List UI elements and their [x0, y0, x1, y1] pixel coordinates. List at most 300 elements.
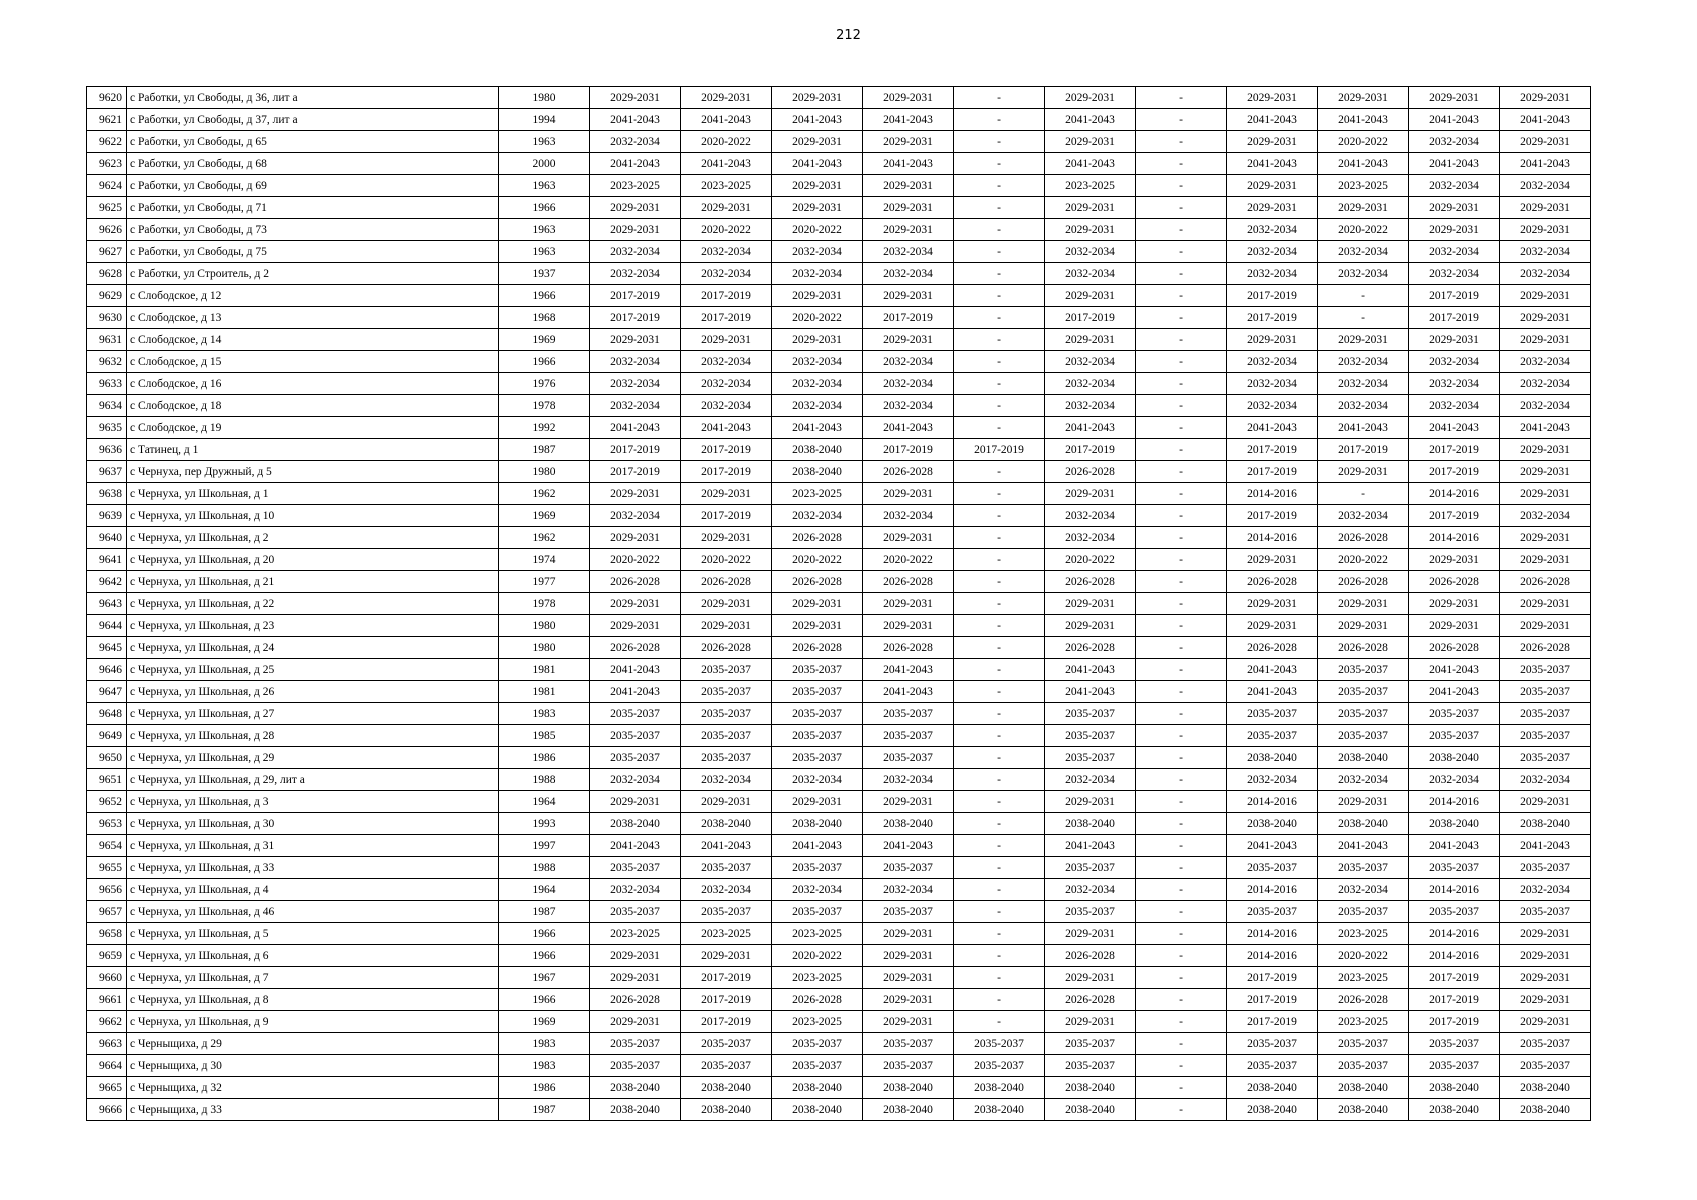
- period-cell-7: -: [1136, 87, 1227, 109]
- period-cell-10: 2041-2043: [1409, 153, 1500, 175]
- period-cell-11: 2035-2037: [1500, 901, 1591, 923]
- period-cell-11: 2041-2043: [1500, 153, 1591, 175]
- period-cell-9: 2020-2022: [1318, 945, 1409, 967]
- table-row: [87, 351, 1591, 373]
- period-cell-6: 2035-2037: [1045, 747, 1136, 769]
- period-cell-1: 2041-2043: [590, 109, 681, 131]
- period-cell-11: 2029-2031: [1500, 329, 1591, 351]
- period-cell-4: 2035-2037: [863, 703, 954, 725]
- period-cell-8: 2029-2031: [1227, 131, 1318, 153]
- period-cell-6: 2029-2031: [1045, 131, 1136, 153]
- period-cell-1: 2035-2037: [590, 747, 681, 769]
- period-cell-6: 2041-2043: [1045, 417, 1136, 439]
- period-cell-5: -: [954, 505, 1045, 527]
- period-cell-5: -: [954, 417, 1045, 439]
- row-number-cell: 9641: [87, 549, 127, 571]
- period-cell-7: -: [1136, 549, 1227, 571]
- period-cell-10: 2029-2031: [1409, 87, 1500, 109]
- period-cell-10: 2041-2043: [1409, 109, 1500, 131]
- period-cell-4: 2035-2037: [863, 725, 954, 747]
- table-row: [87, 373, 1591, 395]
- row-number-cell: 9637: [87, 461, 127, 483]
- period-cell-6: 2029-2031: [1045, 1011, 1136, 1033]
- period-cell-8: 2038-2040: [1227, 1077, 1318, 1099]
- period-cell-6: 2029-2031: [1045, 483, 1136, 505]
- period-cell-7: -: [1136, 593, 1227, 615]
- address-cell: с Работки, ул Свободы, д 68: [127, 153, 499, 175]
- table-row: [87, 791, 1591, 813]
- period-cell-1: 2029-2031: [590, 483, 681, 505]
- period-cell-3: 2038-2040: [772, 1099, 863, 1121]
- period-cell-8: 2035-2037: [1227, 857, 1318, 879]
- row-number-cell: 9653: [87, 813, 127, 835]
- period-cell-10: 2041-2043: [1409, 417, 1500, 439]
- period-cell-3: 2029-2031: [772, 615, 863, 637]
- period-cell-2: 2035-2037: [681, 857, 772, 879]
- period-cell-6: 2035-2037: [1045, 703, 1136, 725]
- table-row: [87, 87, 1591, 109]
- period-cell-2: 2038-2040: [681, 813, 772, 835]
- address-cell: с Чернуха, ул Школьная, д 46: [127, 901, 499, 923]
- period-cell-5: -: [954, 923, 1045, 945]
- period-cell-10: 2014-2016: [1409, 879, 1500, 901]
- table-row: [87, 1055, 1591, 1077]
- period-cell-10: 2014-2016: [1409, 527, 1500, 549]
- year-cell: 1964: [499, 791, 590, 813]
- table-row: [87, 527, 1591, 549]
- period-cell-2: 2035-2037: [681, 681, 772, 703]
- period-cell-11: 2029-2031: [1500, 967, 1591, 989]
- period-cell-10: 2014-2016: [1409, 945, 1500, 967]
- period-cell-6: 2026-2028: [1045, 989, 1136, 1011]
- period-cell-1: 2029-2031: [590, 219, 681, 241]
- period-cell-2: 2017-2019: [681, 461, 772, 483]
- row-number-cell: 9651: [87, 769, 127, 791]
- period-cell-6: 2029-2031: [1045, 87, 1136, 109]
- period-cell-7: -: [1136, 879, 1227, 901]
- row-number-cell: 9640: [87, 527, 127, 549]
- period-cell-3: 2038-2040: [772, 461, 863, 483]
- period-cell-1: 2038-2040: [590, 1077, 681, 1099]
- table-row: [87, 1077, 1591, 1099]
- period-cell-9: 2041-2043: [1318, 153, 1409, 175]
- address-cell: с Татинец, д 1: [127, 439, 499, 461]
- period-cell-4: 2029-2031: [863, 197, 954, 219]
- period-cell-5: -: [954, 703, 1045, 725]
- period-cell-9: -: [1318, 307, 1409, 329]
- period-cell-2: 2026-2028: [681, 571, 772, 593]
- period-cell-6: 2032-2034: [1045, 879, 1136, 901]
- period-cell-11: 2029-2031: [1500, 285, 1591, 307]
- table-row: [87, 1011, 1591, 1033]
- row-number-cell: 9632: [87, 351, 127, 373]
- period-cell-2: 2035-2037: [681, 703, 772, 725]
- period-cell-1: 2041-2043: [590, 417, 681, 439]
- period-cell-11: 2038-2040: [1500, 1077, 1591, 1099]
- period-cell-4: 2029-2031: [863, 285, 954, 307]
- period-cell-8: 2017-2019: [1227, 505, 1318, 527]
- period-cell-2: 2029-2031: [681, 593, 772, 615]
- period-cell-8: 2026-2028: [1227, 571, 1318, 593]
- period-cell-1: 2041-2043: [590, 659, 681, 681]
- period-cell-9: 2035-2037: [1318, 725, 1409, 747]
- period-cell-7: -: [1136, 1011, 1227, 1033]
- period-cell-3: 2035-2037: [772, 747, 863, 769]
- period-cell-3: 2029-2031: [772, 131, 863, 153]
- period-cell-6: 2032-2034: [1045, 241, 1136, 263]
- period-cell-8: 2041-2043: [1227, 417, 1318, 439]
- period-cell-1: 2026-2028: [590, 571, 681, 593]
- period-cell-6: 2017-2019: [1045, 439, 1136, 461]
- period-cell-9: 2026-2028: [1318, 571, 1409, 593]
- period-cell-10: 2029-2031: [1409, 593, 1500, 615]
- period-cell-4: 2017-2019: [863, 307, 954, 329]
- period-cell-2: 2035-2037: [681, 1033, 772, 1055]
- period-cell-1: 2032-2034: [590, 395, 681, 417]
- address-cell: с Чернуха, ул Школьная, д 7: [127, 967, 499, 989]
- period-cell-10: 2038-2040: [1409, 1099, 1500, 1121]
- row-number-cell: 9643: [87, 593, 127, 615]
- table-row: [87, 197, 1591, 219]
- period-cell-1: 2032-2034: [590, 351, 681, 373]
- period-cell-7: -: [1136, 439, 1227, 461]
- period-cell-10: 2041-2043: [1409, 659, 1500, 681]
- period-cell-8: 2017-2019: [1227, 989, 1318, 1011]
- row-number-cell: 9649: [87, 725, 127, 747]
- period-cell-8: 2029-2031: [1227, 197, 1318, 219]
- period-cell-2: 2041-2043: [681, 835, 772, 857]
- period-cell-6: 2035-2037: [1045, 1055, 1136, 1077]
- period-cell-1: 2035-2037: [590, 703, 681, 725]
- period-cell-10: 2035-2037: [1409, 857, 1500, 879]
- period-cell-7: -: [1136, 329, 1227, 351]
- period-cell-8: 2017-2019: [1227, 967, 1318, 989]
- period-cell-5: -: [954, 285, 1045, 307]
- row-number-cell: 9627: [87, 241, 127, 263]
- period-cell-5: 2038-2040: [954, 1077, 1045, 1099]
- period-cell-2: 2029-2031: [681, 483, 772, 505]
- period-cell-3: 2032-2034: [772, 505, 863, 527]
- row-number-cell: 9656: [87, 879, 127, 901]
- period-cell-3: 2029-2031: [772, 285, 863, 307]
- period-cell-1: 2032-2034: [590, 769, 681, 791]
- period-cell-7: -: [1136, 923, 1227, 945]
- period-cell-1: 2038-2040: [590, 1099, 681, 1121]
- period-cell-8: 2041-2043: [1227, 153, 1318, 175]
- address-cell: с Работки, ул Свободы, д 37, лит а: [127, 109, 499, 131]
- period-cell-3: 2041-2043: [772, 109, 863, 131]
- period-cell-4: 2029-2031: [863, 87, 954, 109]
- period-cell-10: 2032-2034: [1409, 395, 1500, 417]
- period-cell-3: 2041-2043: [772, 835, 863, 857]
- period-cell-7: -: [1136, 241, 1227, 263]
- period-cell-6: 2032-2034: [1045, 769, 1136, 791]
- period-cell-10: 2038-2040: [1409, 1077, 1500, 1099]
- period-cell-6: 2020-2022: [1045, 549, 1136, 571]
- period-cell-3: 2032-2034: [772, 263, 863, 285]
- row-number-cell: 9666: [87, 1099, 127, 1121]
- period-cell-5: -: [954, 461, 1045, 483]
- period-cell-8: 2029-2031: [1227, 615, 1318, 637]
- period-cell-7: -: [1136, 857, 1227, 879]
- row-number-cell: 9635: [87, 417, 127, 439]
- year-cell: 1981: [499, 681, 590, 703]
- period-cell-3: 2035-2037: [772, 681, 863, 703]
- row-number-cell: 9621: [87, 109, 127, 131]
- period-cell-10: 2032-2034: [1409, 131, 1500, 153]
- period-cell-5: -: [954, 659, 1045, 681]
- period-cell-9: 2035-2037: [1318, 1055, 1409, 1077]
- address-cell: с Слободское, д 13: [127, 307, 499, 329]
- period-cell-3: 2038-2040: [772, 813, 863, 835]
- period-cell-8: 2035-2037: [1227, 703, 1318, 725]
- period-cell-3: 2032-2034: [772, 879, 863, 901]
- row-number-cell: 9662: [87, 1011, 127, 1033]
- period-cell-3: 2032-2034: [772, 373, 863, 395]
- period-cell-9: 2029-2031: [1318, 461, 1409, 483]
- period-cell-10: 2035-2037: [1409, 901, 1500, 923]
- period-cell-9: 2032-2034: [1318, 263, 1409, 285]
- row-number-cell: 9650: [87, 747, 127, 769]
- table-row: [87, 549, 1591, 571]
- period-cell-6: 2029-2031: [1045, 285, 1136, 307]
- row-number-cell: 9624: [87, 175, 127, 197]
- period-cell-10: 2035-2037: [1409, 1055, 1500, 1077]
- period-cell-7: -: [1136, 681, 1227, 703]
- period-cell-3: 2029-2031: [772, 791, 863, 813]
- period-cell-6: 2035-2037: [1045, 857, 1136, 879]
- period-cell-7: -: [1136, 505, 1227, 527]
- table-row: [87, 131, 1591, 153]
- year-cell: 1966: [499, 285, 590, 307]
- period-cell-2: 2029-2031: [681, 615, 772, 637]
- period-cell-1: 2029-2031: [590, 791, 681, 813]
- row-number-cell: 9646: [87, 659, 127, 681]
- period-cell-9: 2029-2031: [1318, 329, 1409, 351]
- period-cell-1: 2017-2019: [590, 461, 681, 483]
- period-cell-7: -: [1136, 659, 1227, 681]
- period-cell-1: 2023-2025: [590, 175, 681, 197]
- period-cell-3: 2041-2043: [772, 153, 863, 175]
- period-cell-6: 2026-2028: [1045, 571, 1136, 593]
- period-cell-1: 2035-2037: [590, 901, 681, 923]
- period-cell-9: 2041-2043: [1318, 835, 1409, 857]
- period-cell-4: 2032-2034: [863, 395, 954, 417]
- period-cell-6: 2029-2031: [1045, 967, 1136, 989]
- row-number-cell: 9634: [87, 395, 127, 417]
- period-cell-9: 2032-2034: [1318, 241, 1409, 263]
- period-cell-10: 2032-2034: [1409, 351, 1500, 373]
- year-cell: 1992: [499, 417, 590, 439]
- period-cell-7: -: [1136, 1077, 1227, 1099]
- year-cell: 1993: [499, 813, 590, 835]
- page-number: 212: [836, 28, 861, 43]
- row-number-cell: 9663: [87, 1033, 127, 1055]
- period-cell-2: 2032-2034: [681, 241, 772, 263]
- row-number-cell: 9658: [87, 923, 127, 945]
- period-cell-4: 2041-2043: [863, 835, 954, 857]
- row-number-cell: 9660: [87, 967, 127, 989]
- period-cell-1: 2035-2037: [590, 1055, 681, 1077]
- period-cell-1: 2029-2031: [590, 615, 681, 637]
- period-cell-5: -: [954, 571, 1045, 593]
- period-cell-3: 2032-2034: [772, 351, 863, 373]
- table-row: [87, 615, 1591, 637]
- period-cell-1: 2032-2034: [590, 505, 681, 527]
- period-cell-5: -: [954, 483, 1045, 505]
- period-cell-2: 2032-2034: [681, 373, 772, 395]
- period-cell-1: 2020-2022: [590, 549, 681, 571]
- period-cell-1: 2017-2019: [590, 285, 681, 307]
- period-cell-6: 2029-2031: [1045, 923, 1136, 945]
- period-cell-3: 2038-2040: [772, 1077, 863, 1099]
- period-cell-11: 2029-2031: [1500, 615, 1591, 637]
- period-cell-11: 2035-2037: [1500, 747, 1591, 769]
- period-cell-10: 2017-2019: [1409, 967, 1500, 989]
- period-cell-1: 2026-2028: [590, 989, 681, 1011]
- period-cell-8: 2017-2019: [1227, 439, 1318, 461]
- period-cell-8: 2014-2016: [1227, 483, 1318, 505]
- period-cell-10: 2032-2034: [1409, 263, 1500, 285]
- year-cell: 1962: [499, 483, 590, 505]
- period-cell-4: 2026-2028: [863, 461, 954, 483]
- row-number-cell: 9620: [87, 87, 127, 109]
- period-cell-5: -: [954, 879, 1045, 901]
- row-number-cell: 9623: [87, 153, 127, 175]
- period-cell-2: 2017-2019: [681, 989, 772, 1011]
- period-cell-4: 2029-2031: [863, 967, 954, 989]
- table-row: [87, 109, 1591, 131]
- row-number-cell: 9652: [87, 791, 127, 813]
- period-cell-10: 2017-2019: [1409, 505, 1500, 527]
- period-cell-9: 2032-2034: [1318, 373, 1409, 395]
- period-cell-2: 2017-2019: [681, 967, 772, 989]
- period-cell-6: 2041-2043: [1045, 835, 1136, 857]
- period-cell-2: 2023-2025: [681, 175, 772, 197]
- period-cell-2: 2032-2034: [681, 263, 772, 285]
- period-cell-10: 2038-2040: [1409, 747, 1500, 769]
- period-cell-9: 2020-2022: [1318, 131, 1409, 153]
- period-cell-2: 2035-2037: [681, 901, 772, 923]
- period-cell-9: -: [1318, 285, 1409, 307]
- row-number-cell: 9642: [87, 571, 127, 593]
- period-cell-7: -: [1136, 747, 1227, 769]
- period-cell-5: -: [954, 241, 1045, 263]
- period-cell-3: 2029-2031: [772, 197, 863, 219]
- period-cell-5: -: [954, 901, 1045, 923]
- period-cell-3: 2035-2037: [772, 901, 863, 923]
- period-cell-3: 2023-2025: [772, 483, 863, 505]
- period-cell-6: 2041-2043: [1045, 153, 1136, 175]
- period-cell-7: -: [1136, 527, 1227, 549]
- period-cell-11: 2035-2037: [1500, 681, 1591, 703]
- table-row: [87, 1033, 1591, 1055]
- period-cell-9: 2020-2022: [1318, 219, 1409, 241]
- address-cell: с Чернуха, ул Школьная, д 28: [127, 725, 499, 747]
- row-number-cell: 9626: [87, 219, 127, 241]
- row-number-cell: 9636: [87, 439, 127, 461]
- period-cell-1: 2032-2034: [590, 241, 681, 263]
- period-cell-1: 2035-2037: [590, 857, 681, 879]
- period-cell-5: -: [954, 197, 1045, 219]
- year-cell: 1963: [499, 131, 590, 153]
- period-cell-9: 2032-2034: [1318, 769, 1409, 791]
- period-cell-3: 2020-2022: [772, 945, 863, 967]
- period-cell-2: 2020-2022: [681, 131, 772, 153]
- period-cell-11: 2032-2034: [1500, 241, 1591, 263]
- table-row: [87, 945, 1591, 967]
- period-cell-10: 2035-2037: [1409, 1033, 1500, 1055]
- period-cell-1: 2017-2019: [590, 439, 681, 461]
- period-cell-4: 2032-2034: [863, 263, 954, 285]
- period-cell-7: -: [1136, 901, 1227, 923]
- period-cell-11: 2032-2034: [1500, 373, 1591, 395]
- period-cell-8: 2038-2040: [1227, 813, 1318, 835]
- period-cell-5: -: [954, 527, 1045, 549]
- period-cell-9: 2032-2034: [1318, 351, 1409, 373]
- period-cell-5: 2017-2019: [954, 439, 1045, 461]
- period-cell-2: 2020-2022: [681, 219, 772, 241]
- period-cell-11: 2035-2037: [1500, 1055, 1591, 1077]
- period-cell-10: 2041-2043: [1409, 835, 1500, 857]
- year-cell: 1980: [499, 87, 590, 109]
- period-cell-6: 2026-2028: [1045, 945, 1136, 967]
- year-cell: 1968: [499, 307, 590, 329]
- period-cell-4: 2035-2037: [863, 1055, 954, 1077]
- period-cell-2: 2017-2019: [681, 1011, 772, 1033]
- year-cell: 1983: [499, 1055, 590, 1077]
- period-cell-2: 2029-2031: [681, 791, 772, 813]
- table-row: [87, 505, 1591, 527]
- period-cell-4: 2035-2037: [863, 747, 954, 769]
- period-cell-8: 2032-2034: [1227, 351, 1318, 373]
- year-cell: 1967: [499, 967, 590, 989]
- table-row: [87, 307, 1591, 329]
- period-cell-8: 2029-2031: [1227, 549, 1318, 571]
- period-cell-7: -: [1136, 967, 1227, 989]
- period-cell-5: -: [954, 373, 1045, 395]
- period-cell-1: 2029-2031: [590, 967, 681, 989]
- year-cell: 1985: [499, 725, 590, 747]
- period-cell-3: 2020-2022: [772, 549, 863, 571]
- address-cell: с Работки, ул Свободы, д 36, лит а: [127, 87, 499, 109]
- period-cell-10: 2017-2019: [1409, 307, 1500, 329]
- period-cell-7: -: [1136, 989, 1227, 1011]
- year-cell: 1978: [499, 395, 590, 417]
- period-cell-5: -: [954, 307, 1045, 329]
- year-cell: 1976: [499, 373, 590, 395]
- period-cell-10: 2014-2016: [1409, 483, 1500, 505]
- period-cell-10: 2029-2031: [1409, 197, 1500, 219]
- period-cell-10: 2038-2040: [1409, 813, 1500, 835]
- period-cell-8: 2038-2040: [1227, 747, 1318, 769]
- period-cell-10: 2026-2028: [1409, 637, 1500, 659]
- table-row: [87, 769, 1591, 791]
- period-cell-3: 2023-2025: [772, 923, 863, 945]
- row-number-cell: 9648: [87, 703, 127, 725]
- row-number-cell: 9657: [87, 901, 127, 923]
- period-cell-3: 2035-2037: [772, 1055, 863, 1077]
- period-cell-9: 2020-2022: [1318, 549, 1409, 571]
- period-cell-4: 2026-2028: [863, 637, 954, 659]
- period-cell-9: 2026-2028: [1318, 527, 1409, 549]
- period-cell-1: 2041-2043: [590, 835, 681, 857]
- period-cell-3: 2020-2022: [772, 219, 863, 241]
- period-cell-6: 2032-2034: [1045, 395, 1136, 417]
- row-number-cell: 9647: [87, 681, 127, 703]
- period-cell-7: -: [1136, 395, 1227, 417]
- period-cell-5: -: [954, 681, 1045, 703]
